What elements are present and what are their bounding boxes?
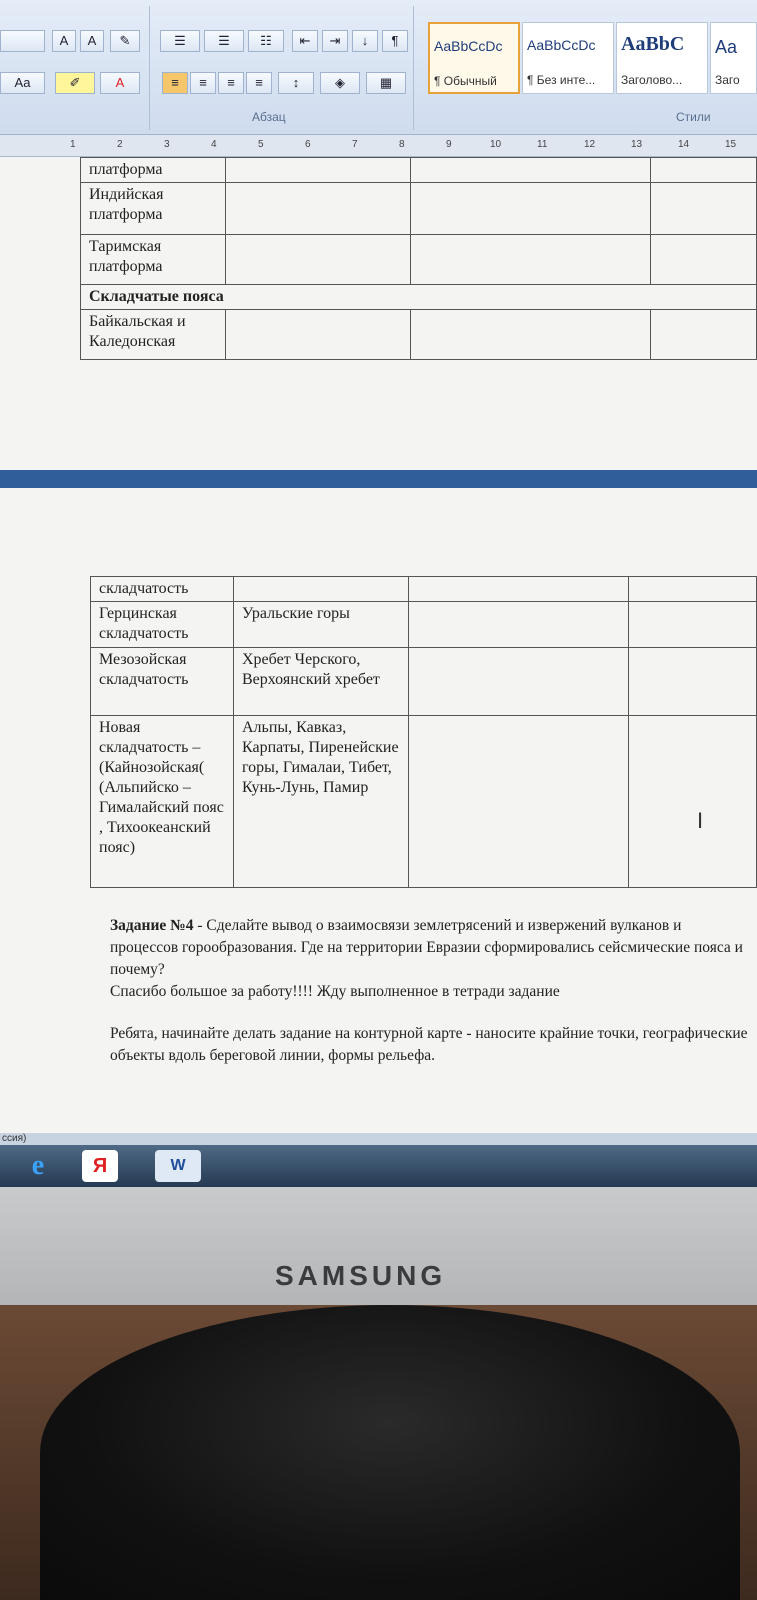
highlight-icon[interactable]: ✐	[55, 72, 95, 94]
style-sample: Aa	[715, 37, 738, 57]
style-name: ¶ Без инте...	[527, 73, 596, 87]
table-row	[91, 577, 757, 602]
ruler-mark: 3	[164, 139, 170, 150]
word-icon[interactable]: W	[155, 1150, 201, 1182]
styles-group-label: Стили	[676, 110, 711, 124]
table-cell[interactable]	[629, 716, 757, 888]
table-cell[interactable]: Таримская платформа	[81, 235, 226, 285]
table-cell[interactable]: Индийская платформа	[81, 183, 226, 235]
styles-group	[416, 6, 757, 130]
sort-icon[interactable]: ↓	[352, 30, 378, 52]
ruler-mark: 8	[399, 139, 405, 150]
ruler-mark: 15	[725, 139, 737, 150]
style-name: Заго	[715, 73, 740, 87]
table-cell[interactable]	[409, 602, 629, 648]
ruler-mark: 13	[631, 139, 643, 150]
justify-icon[interactable]: ≡	[246, 72, 272, 94]
ruler-mark: 4	[211, 139, 217, 150]
internet-explorer-icon[interactable]: e	[31, 1150, 45, 1181]
table-row	[91, 648, 757, 716]
style-sample: AaBbCcDc	[434, 38, 503, 54]
multilevel-icon[interactable]: ☷	[248, 30, 284, 52]
font-group	[0, 6, 150, 130]
table-row	[91, 602, 757, 648]
ruler-mark: 5	[258, 139, 264, 150]
font-shrink-icon[interactable]: A	[80, 30, 104, 52]
ruler-mark: 10	[490, 139, 502, 150]
table-cell[interactable]	[651, 183, 757, 235]
numbering-icon[interactable]: ☰	[204, 30, 244, 52]
change-case-icon[interactable]: Aa	[0, 72, 45, 94]
table-cell[interactable]	[234, 577, 409, 602]
ruler-mark: 9	[446, 139, 452, 150]
status-bar: ссия)	[0, 1133, 757, 1145]
table-cell[interactable]	[411, 235, 651, 285]
table-row	[91, 716, 757, 888]
decrease-indent-icon[interactable]: ⇤	[292, 30, 318, 52]
table-cell[interactable]	[409, 716, 629, 888]
ruler-mark: 12	[584, 139, 596, 150]
task-text: - Сделайте вывод о взаимосвязи землетрясений и извержений вулканов и процессов горообразования. Где на территории Евразии сформировались сейсмические пояса и почему?	[110, 917, 743, 978]
font-grow-icon[interactable]: A	[52, 30, 76, 52]
ruler-mark: 14	[678, 139, 690, 150]
font-color-icon[interactable]: A	[100, 72, 140, 94]
style-name: ¶ Обычный	[434, 74, 497, 88]
table-cell[interactable]	[629, 577, 757, 602]
table-section-header[interactable]: Складчатые пояса	[81, 285, 757, 310]
table-cell[interactable]	[629, 602, 757, 648]
style-heading-1[interactable]	[616, 22, 708, 94]
table-cell[interactable]	[411, 158, 651, 183]
borders-icon[interactable]: ▦	[366, 72, 406, 94]
table-cell[interactable]	[411, 310, 651, 360]
pilcrow-icon[interactable]: ¶	[382, 30, 408, 52]
tectonic-table-part1	[80, 157, 757, 360]
ruler-mark: 6	[305, 139, 311, 150]
increase-indent-icon[interactable]: ⇥	[322, 30, 348, 52]
style-name: Заголово...	[621, 73, 683, 87]
table-cell[interactable]	[409, 577, 629, 602]
align-left-icon[interactable]: ≡	[162, 72, 188, 94]
shading-icon[interactable]: ◈	[320, 72, 360, 94]
table-cell[interactable]: Байкальская и Каледонская	[81, 310, 226, 360]
style-heading-2[interactable]	[710, 22, 757, 94]
table-row	[81, 310, 757, 360]
word-ribbon	[0, 0, 757, 135]
table-cell[interactable]	[651, 310, 757, 360]
style-sample: AaBbCcDc	[527, 37, 596, 53]
bullets-icon[interactable]: ☰	[160, 30, 200, 52]
table-cell[interactable]: Мезозойская складчатость	[91, 648, 234, 716]
yandex-browser-icon[interactable]: Я	[82, 1150, 118, 1182]
table-cell[interactable]	[226, 235, 411, 285]
text-cursor-icon: I	[697, 808, 704, 833]
task-paragraph[interactable]	[110, 915, 750, 1003]
table-cell[interactable]	[411, 183, 651, 235]
table-cell[interactable]: Уральские горы	[234, 602, 409, 648]
table-cell[interactable]	[226, 158, 411, 183]
style-normal[interactable]	[428, 22, 520, 94]
align-right-icon[interactable]: ≡	[218, 72, 244, 94]
table-row	[81, 183, 757, 235]
table-cell[interactable]: Герцинская складчатость	[91, 602, 234, 648]
style-no-spacing[interactable]	[522, 22, 614, 94]
font-size-dropdown[interactable]	[0, 30, 45, 52]
note-paragraph[interactable]: Ребята, начинайте делать задание на контурной карте - наносите крайние точки, географические объекты вдоль береговой линии, формы рельефа.	[110, 1025, 748, 1064]
task-title: Задание №4	[110, 917, 194, 934]
table-cell[interactable]: Хребет Черского, Верхоянский хребет	[234, 648, 409, 716]
page-gap	[0, 470, 757, 488]
table-cell[interactable]	[651, 235, 757, 285]
ruler-mark: 11	[537, 139, 548, 150]
monitor-stand	[40, 1305, 740, 1600]
monitor-brand: SAMSUNG	[275, 1260, 447, 1291]
task-block	[110, 915, 750, 1087]
style-sample: AaBbC	[621, 33, 685, 55]
table-cell[interactable]: складчатость	[91, 577, 234, 602]
windows-taskbar	[0, 1145, 757, 1187]
paragraph-group-label: Абзац	[252, 110, 286, 124]
tectonic-table-part2	[90, 576, 757, 888]
ruler-mark: 1	[70, 139, 76, 150]
line-spacing-icon[interactable]: ↕	[278, 72, 314, 94]
table-cell[interactable]: платформа	[81, 158, 226, 183]
ruler-mark: 2	[117, 139, 123, 150]
table-cell[interactable]	[226, 310, 411, 360]
horizontal-ruler[interactable]	[0, 135, 757, 157]
table-cell[interactable]: Альпы, Кавказ, Карпаты, Пиренейские горы, Гималаи, Тибет, Кунь-Лунь, Памир	[234, 716, 409, 888]
clear-format-icon[interactable]: ✎	[110, 30, 140, 52]
paragraph-group	[152, 6, 414, 130]
table-row	[81, 158, 757, 183]
table-cell[interactable]	[226, 183, 411, 235]
table-cell[interactable]	[409, 648, 629, 716]
table-cell[interactable]	[651, 158, 757, 183]
table-row	[81, 235, 757, 285]
table-cell[interactable]: Новая складчатость – (Кайнозойская( (Альпийско – Гималайский пояс , Тихоокеанский пояс)	[91, 716, 234, 888]
ruler-mark: 7	[352, 139, 358, 150]
table-cell[interactable]	[629, 648, 757, 716]
table-row	[81, 285, 757, 310]
thanks-text: Спасибо большое за работу!!!! Жду выполненное в тетради задание	[110, 983, 560, 1000]
align-center-icon[interactable]: ≡	[190, 72, 216, 94]
